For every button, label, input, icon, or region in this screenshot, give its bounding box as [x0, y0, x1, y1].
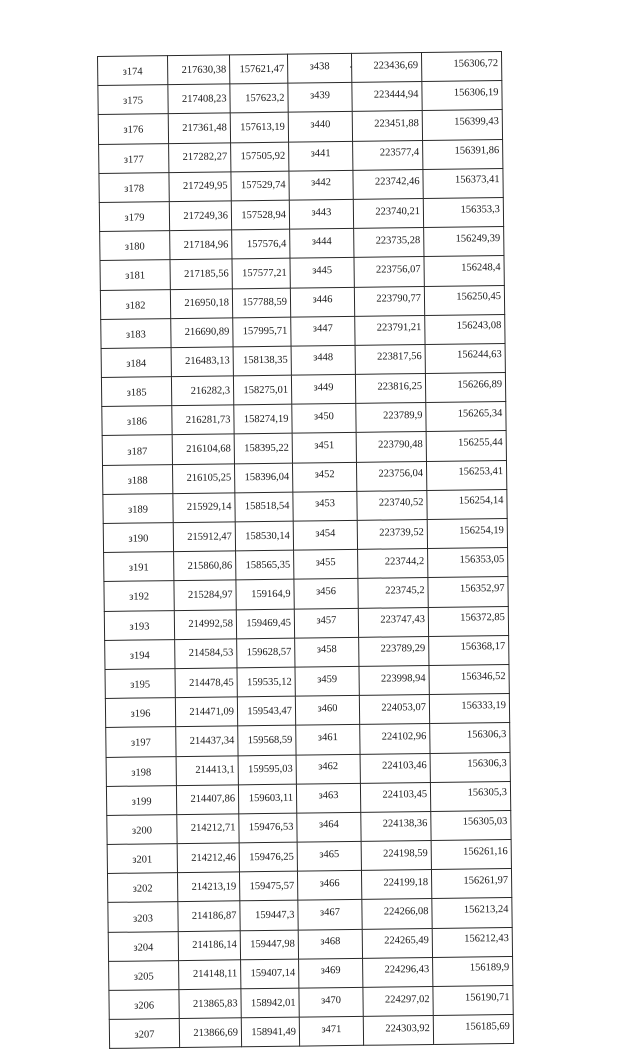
x-coordinate-cell: 223744,2: [358, 549, 428, 579]
point-id-cell: з468: [298, 929, 362, 959]
point-id-cell: з191: [104, 552, 174, 582]
y-coordinate-cell: 157529,74: [231, 171, 289, 201]
point-id-cell: з203: [108, 902, 178, 932]
y-coordinate-cell: 156305,03: [431, 810, 511, 840]
point-id-cell: з463: [296, 783, 360, 813]
x-coordinate-cell: 215912,47: [173, 522, 235, 552]
x-coordinate-cell: 223444,94: [352, 82, 422, 112]
y-coordinate-cell: 156189,9: [433, 956, 513, 986]
y-coordinate-cell: 156244,63: [425, 343, 505, 373]
y-coordinate-cell: 159475,57: [239, 871, 297, 901]
x-coordinate-cell: 223451,88: [352, 111, 422, 141]
point-id-cell: з189: [103, 493, 173, 523]
y-coordinate-cell: 156305,3: [430, 781, 510, 811]
point-id-cell: з441: [289, 141, 353, 171]
y-coordinate-cell: 158941,49: [241, 1017, 299, 1047]
x-coordinate-cell: 216483,13: [171, 347, 233, 377]
y-coordinate-cell: 156255,44: [426, 431, 506, 461]
x-coordinate-cell: 223436,69: [351, 53, 421, 83]
x-coordinate-cell: 223790,48: [356, 432, 426, 462]
x-coordinate-cell: 216282,3: [171, 376, 233, 406]
point-id-cell: з185: [101, 377, 171, 407]
x-coordinate-cell: 214213,19: [177, 872, 239, 902]
y-coordinate-cell: 158395,22: [234, 434, 292, 464]
point-id-cell: з188: [102, 464, 172, 494]
point-id-cell: з456: [294, 579, 358, 609]
point-id-cell: з462: [296, 754, 360, 784]
y-coordinate-cell: 159603,11: [238, 784, 296, 814]
point-id-cell: з458: [295, 637, 359, 667]
x-coordinate-cell: 224265,49: [362, 928, 432, 958]
y-coordinate-cell: 156353,05: [428, 548, 508, 578]
x-coordinate-cell: 223998,94: [359, 665, 429, 695]
point-id-cell: з452: [292, 462, 356, 492]
y-coordinate-cell: 156306,3: [430, 723, 510, 753]
y-coordinate-cell: 156373,41: [423, 168, 503, 198]
y-coordinate-cell: 156212,43: [432, 927, 512, 957]
x-coordinate-cell: 214413,1: [176, 755, 238, 785]
x-coordinate-cell: 223816,25: [355, 374, 425, 404]
point-id-cell: з470: [299, 987, 363, 1017]
point-id-cell: з465: [297, 841, 361, 871]
point-id-cell: з193: [104, 610, 174, 640]
y-coordinate-cell: 156353,3: [423, 197, 503, 227]
y-coordinate-cell: 156391,86: [423, 139, 503, 169]
y-coordinate-cell: 158274,19: [234, 404, 292, 434]
x-coordinate-cell: 214148,11: [179, 960, 241, 990]
point-id-cell: з205: [109, 960, 179, 990]
point-id-cell: з200: [107, 814, 177, 844]
point-id-cell: з199: [106, 785, 176, 815]
point-id-cell: з442: [289, 170, 353, 200]
point-id-cell: з195: [105, 669, 175, 699]
y-coordinate-cell: 156372,85: [428, 606, 508, 636]
point-id-cell: з445: [290, 258, 354, 288]
y-coordinate-cell: 156266,89: [425, 373, 505, 403]
x-coordinate-cell: 215284,97: [174, 580, 236, 610]
x-coordinate-cell: 214212,46: [177, 843, 239, 873]
x-coordinate-cell: 224296,43: [363, 957, 433, 987]
y-coordinate-cell: 159535,12: [237, 667, 295, 697]
x-coordinate-cell: 223740,52: [357, 490, 427, 520]
x-coordinate-cell: 217249,36: [169, 201, 231, 231]
x-coordinate-cell: 224297,02: [363, 986, 433, 1016]
x-coordinate-cell: 223756,07: [354, 257, 424, 287]
y-coordinate-cell: 156254,19: [427, 519, 507, 549]
y-coordinate-cell: 157788,59: [232, 288, 290, 318]
x-coordinate-cell: 217184,96: [170, 230, 232, 260]
x-coordinate-cell: 224103,45: [360, 782, 430, 812]
x-coordinate-cell: 224103,46: [360, 753, 430, 783]
point-id-cell: з183: [101, 318, 171, 348]
y-coordinate-cell: 159407,14: [241, 959, 299, 989]
y-coordinate-cell: 156265,34: [426, 402, 506, 432]
x-coordinate-cell: 214437,34: [176, 726, 238, 756]
x-coordinate-cell: 224199,18: [361, 870, 431, 900]
y-coordinate-cell: 158138,35: [233, 346, 291, 376]
point-id-cell: з464: [297, 812, 361, 842]
point-id-cell: з175: [98, 85, 168, 115]
x-coordinate-cell: 216104,68: [172, 434, 234, 464]
point-id-cell: з438: [287, 53, 351, 83]
point-id-cell: з178: [99, 172, 169, 202]
point-id-cell: з455: [294, 550, 358, 580]
coordinates-table: [97, 51, 514, 1049]
point-id-cell: з451: [292, 433, 356, 463]
x-coordinate-cell: 223735,28: [354, 228, 424, 258]
point-id-cell: з201: [107, 844, 177, 874]
x-coordinate-cell: 224053,07: [359, 695, 429, 725]
x-coordinate-cell: 223740,21: [353, 198, 423, 228]
x-coordinate-cell: 223577,4: [353, 140, 423, 170]
y-coordinate-cell: 159447,98: [240, 930, 298, 960]
x-coordinate-cell: 216690,89: [171, 318, 233, 348]
x-coordinate-cell: 224266,08: [362, 899, 432, 929]
x-coordinate-cell: 215860,86: [174, 551, 236, 581]
y-coordinate-cell: 156261,97: [431, 869, 511, 899]
x-coordinate-cell: 223817,56: [355, 344, 425, 374]
y-coordinate-cell: 159469,45: [236, 609, 294, 639]
y-coordinate-cell: 156243,08: [425, 314, 505, 344]
y-coordinate-cell: 158565,35: [236, 550, 294, 580]
x-coordinate-cell: 214186,14: [178, 930, 240, 960]
y-coordinate-cell: 159543,47: [237, 696, 295, 726]
point-id-cell: з196: [105, 698, 175, 728]
point-id-cell: з179: [99, 202, 169, 232]
y-coordinate-cell: 156333,19: [429, 694, 509, 724]
y-coordinate-cell: 156306,19: [422, 81, 502, 111]
y-coordinate-cell: 157613,19: [230, 113, 288, 143]
point-id-cell: з459: [295, 666, 359, 696]
point-id-cell: з186: [102, 406, 172, 436]
y-coordinate-cell: 157505,92: [231, 142, 289, 172]
point-id-cell: з454: [293, 520, 357, 550]
x-coordinate-cell: 224303,92: [363, 1016, 433, 1046]
point-id-cell: з471: [299, 1017, 363, 1047]
point-id-cell: з192: [104, 581, 174, 611]
y-coordinate-cell: 156352,97: [428, 577, 508, 607]
y-coordinate-cell: 158275,01: [233, 375, 291, 405]
point-id-cell: з202: [107, 873, 177, 903]
x-coordinate-cell: 224102,96: [360, 724, 430, 754]
x-coordinate-cell: 223742,46: [353, 169, 423, 199]
x-coordinate-cell: 214186,87: [178, 901, 240, 931]
point-id-cell: з177: [99, 143, 169, 173]
y-coordinate-cell: 159595,03: [238, 755, 296, 785]
x-coordinate-cell: 224138,36: [361, 811, 431, 841]
y-coordinate-cell: 159476,25: [239, 842, 297, 872]
y-coordinate-cell: 156253,41: [426, 460, 506, 490]
point-id-cell: з181: [100, 260, 170, 290]
point-id-cell: з448: [291, 345, 355, 375]
y-coordinate-cell: 156306,3: [430, 752, 510, 782]
x-coordinate-cell: 217185,56: [170, 259, 232, 289]
point-id-cell: з206: [109, 990, 179, 1020]
x-coordinate-cell: 214584,53: [175, 639, 237, 669]
point-id-cell: з190: [103, 523, 173, 553]
x-coordinate-cell: 213865,83: [179, 989, 241, 1019]
x-coordinate-cell: 217282,27: [169, 142, 231, 172]
x-coordinate-cell: 223756,04: [356, 461, 426, 491]
y-coordinate-cell: 159476,53: [239, 813, 297, 843]
y-coordinate-cell: 157623,2: [230, 83, 288, 113]
x-coordinate-cell: 223745,2: [358, 578, 428, 608]
y-coordinate-cell: 156346,52: [429, 664, 509, 694]
point-id-cell: з194: [105, 639, 175, 669]
y-coordinate-cell: 156306,72: [421, 52, 501, 82]
y-coordinate-cell: 158396,04: [234, 463, 292, 493]
point-id-cell: з449: [291, 374, 355, 404]
x-coordinate-cell: 223791,21: [355, 315, 425, 345]
x-coordinate-cell: 216950,18: [170, 288, 232, 318]
x-coordinate-cell: 214478,45: [175, 668, 237, 698]
point-id-cell: з184: [101, 347, 171, 377]
point-id-cell: з461: [296, 725, 360, 755]
y-coordinate-cell: 156249,39: [424, 227, 504, 257]
point-id-cell: з187: [102, 435, 172, 465]
x-coordinate-cell: 213866,69: [179, 1018, 241, 1048]
point-id-cell: з176: [98, 114, 168, 144]
point-id-cell: з467: [298, 900, 362, 930]
y-coordinate-cell: 156368,17: [429, 635, 509, 665]
y-coordinate-cell: 156248,4: [424, 256, 504, 286]
y-coordinate-cell: 157576,4: [232, 229, 290, 259]
y-coordinate-cell: 156190,71: [433, 985, 513, 1015]
y-coordinate-cell: 156213,24: [432, 898, 512, 928]
y-coordinate-cell: 156399,43: [422, 110, 502, 140]
point-id-cell: з198: [106, 756, 176, 786]
point-id-cell: з197: [106, 727, 176, 757]
y-coordinate-cell: 157621,47: [229, 54, 287, 84]
x-coordinate-cell: 216105,25: [172, 463, 234, 493]
y-coordinate-cell: 159447,3: [240, 901, 298, 931]
point-id-cell: з440: [288, 112, 352, 142]
table-row: [109, 1015, 513, 1049]
x-coordinate-cell: 217361,48: [168, 113, 230, 143]
y-coordinate-cell: 156261,16: [431, 840, 511, 870]
y-coordinate-cell: 157995,71: [233, 317, 291, 347]
y-coordinate-cell: 159628,57: [237, 638, 295, 668]
y-coordinate-cell: 158518,54: [235, 492, 293, 522]
point-id-cell: з457: [294, 608, 358, 638]
point-id-cell: з447: [291, 316, 355, 346]
x-coordinate-cell: 223739,52: [357, 520, 427, 550]
x-coordinate-cell: 214471,09: [175, 697, 237, 727]
point-id-cell: з446: [290, 287, 354, 317]
y-coordinate-cell: 159568,59: [238, 725, 296, 755]
y-coordinate-cell: 156254,14: [427, 489, 507, 519]
y-coordinate-cell: 156250,45: [424, 285, 504, 315]
x-coordinate-cell: 214407,86: [176, 785, 238, 815]
point-id-cell: з466: [297, 871, 361, 901]
point-id-cell: з450: [292, 404, 356, 434]
x-coordinate-cell: 223789,9: [356, 403, 426, 433]
y-coordinate-cell: 158942,01: [241, 988, 299, 1018]
point-id-cell: з207: [109, 1019, 179, 1049]
x-coordinate-cell: 223789,29: [359, 636, 429, 666]
x-coordinate-cell: 217630,38: [168, 55, 230, 85]
x-coordinate-cell: 223747,43: [358, 607, 428, 637]
y-coordinate-cell: 157528,94: [231, 200, 289, 230]
point-id-cell: з460: [295, 695, 359, 725]
point-id-cell: з453: [293, 491, 357, 521]
point-id-cell: з443: [289, 199, 353, 229]
y-coordinate-cell: 159164,9: [236, 580, 294, 610]
x-coordinate-cell: 223790,77: [354, 286, 424, 316]
x-coordinate-cell: 214992,58: [174, 609, 236, 639]
point-id-cell: з182: [100, 289, 170, 319]
point-id-cell: з180: [100, 231, 170, 261]
x-coordinate-cell: 215929,14: [173, 493, 235, 523]
x-coordinate-cell: 214212,71: [177, 814, 239, 844]
y-coordinate-cell: 156185,69: [433, 1015, 513, 1045]
y-coordinate-cell: 157577,21: [232, 258, 290, 288]
x-coordinate-cell: 216281,73: [172, 405, 234, 435]
point-id-cell: з174: [98, 56, 168, 86]
x-coordinate-cell: 224198,59: [361, 841, 431, 871]
y-coordinate-cell: 158530,14: [235, 521, 293, 551]
point-id-cell: з469: [299, 958, 363, 988]
coordinates-table-body: [98, 52, 514, 1049]
x-coordinate-cell: 217408,23: [168, 84, 230, 114]
x-coordinate-cell: 217249,95: [169, 172, 231, 202]
point-id-cell: з444: [290, 229, 354, 259]
point-id-cell: з204: [108, 931, 178, 961]
point-id-cell: з439: [288, 83, 352, 113]
